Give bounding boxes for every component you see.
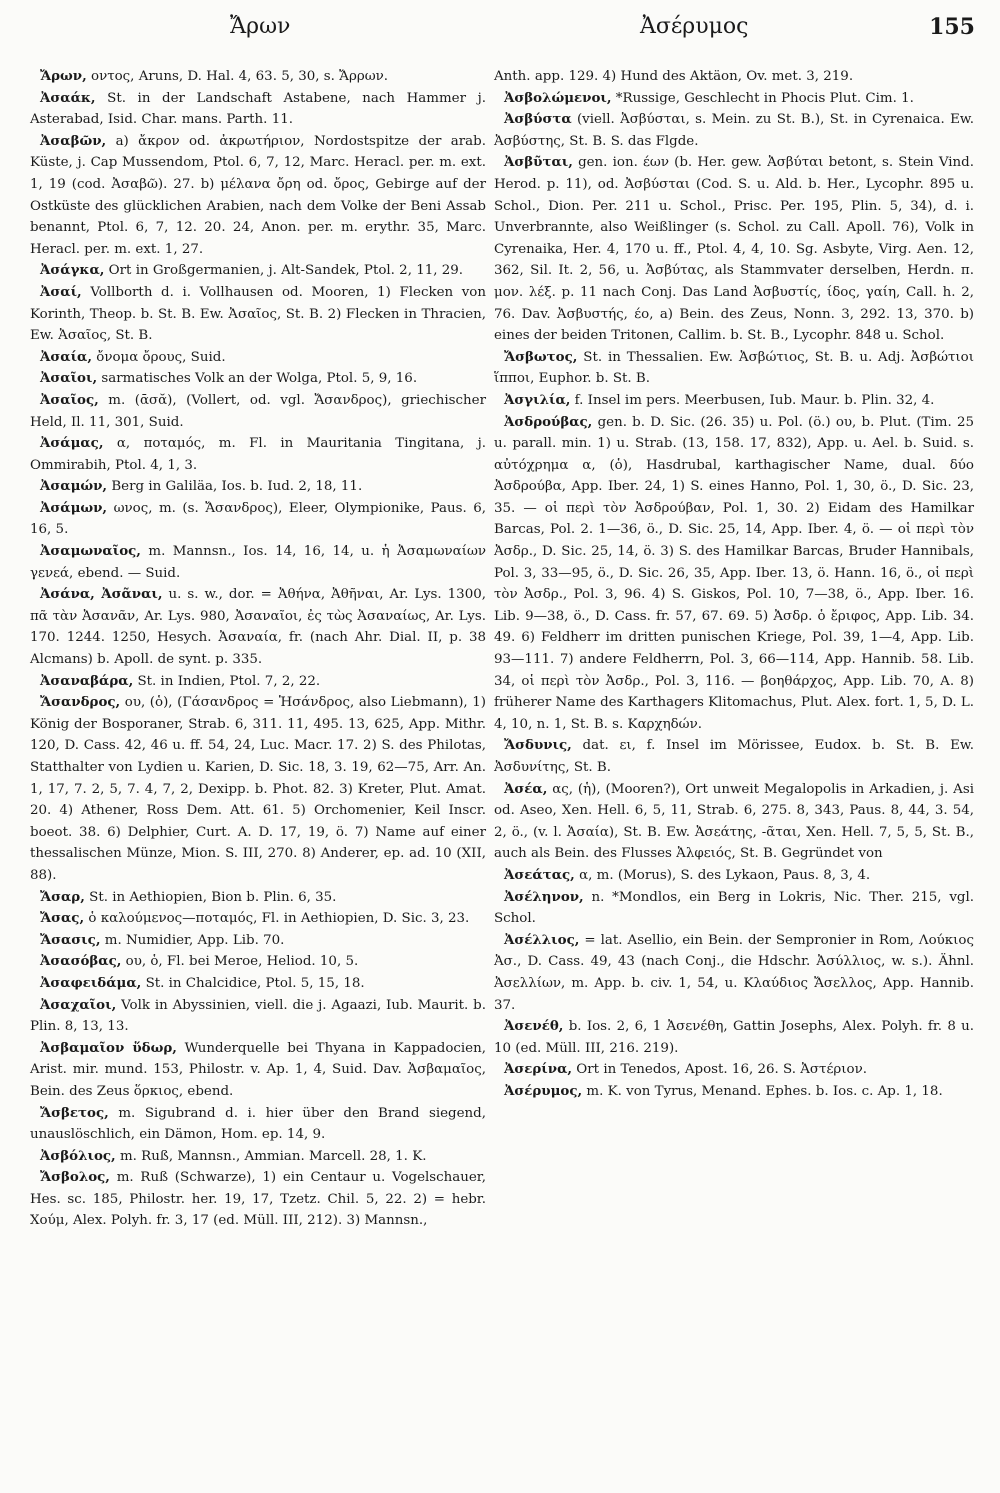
entry-body: m. Ruß (Schwarze), 1) ein Centaur u. Vogelschauer, Hes. sc. 185, Philostr. her. 19, 17, Tzetz. Chil. 5, 22. 2) = hebr. Χούμ, Alex. Polyh. fr. 3, 17 (ed. Müll. III, 212). 3) Mannsn., bbox=[30, 1170, 486, 1229]
entry-headword: Ἀσαία, bbox=[40, 348, 93, 365]
dictionary-entry bbox=[494, 930, 974, 1016]
dictionary-entry bbox=[30, 131, 486, 261]
dictionary-entry bbox=[30, 887, 486, 909]
entry-headword: Ἀσαῖος, bbox=[40, 391, 99, 408]
entry-body: α, m. (Morus), S. des Lykaon, Paus. 8, 3, 4. bbox=[574, 867, 871, 883]
entry-headword: Ἀσερίνα, bbox=[504, 1061, 573, 1078]
left-column bbox=[30, 66, 486, 1232]
entry-headword: Ἄσβολος, bbox=[40, 1169, 110, 1186]
dictionary-entry bbox=[494, 1059, 974, 1081]
running-header bbox=[30, 14, 975, 48]
entry-headword: Ἀσενέθ, bbox=[504, 1018, 564, 1035]
entry-body: α, ποταμός, m. Fl. in Mauritania Tingitana, j. Ommirabih, Ptol. 4, 1, 3. bbox=[30, 436, 486, 473]
entry-headword: Ἀσάνα, Ἀσᾶναι, bbox=[40, 586, 163, 603]
entry-headword: Ἀσγιλία, bbox=[504, 391, 571, 408]
entry-body: m. Mannsn., Ios. 14, 16, 14, u. ἡ Ἀσαμωναίων γενεά, ebend. — Suid. bbox=[30, 544, 486, 581]
dictionary-entry bbox=[30, 498, 486, 541]
dictionary-entry bbox=[30, 282, 486, 347]
dictionary-entry bbox=[30, 1167, 486, 1232]
entry-body: gen. ion. έων (b. Her. gew. Ἀσβύται betont, s. Stein Vind. Herod. p. 11), od. Ἀσβύσται (Cod. S. u. Ald. b. Her., Lycophr. 895 u. Schol., Dion. Per. 211 u. Schol., Prisc. Per. 195, Plin. 5, 34), d. i. Unverbrannte, also Weißlinger (s. Schol. zu Call. Apoll. 76), Volk in Cyrenaika, Her. 4, 170 u. ff., Ptol. 4, 4, 10. Sg. Asbyte, Virg. Aen. 12, 362, Sil. It. 2, 56, u. Ἀσβύτας, als Stammvater derselben, Herdn. π. μον. λέξ. p. 11 nach Conj. Das Land Ἀσβυστίς, ίδος, γαίη, Call. h. 2, 76. Dav. Ἀσβυστής, έο, a) Bein. des Zeus, Nonn. 3, 292. 13, 370. b) eines der beiden Tritonen, Callim. b. St. B., Lycophr. 848 u. Schol. bbox=[494, 155, 974, 344]
entry-body: ὄνομα ὄρους, Suid. bbox=[92, 349, 226, 365]
dictionary-entry bbox=[494, 109, 974, 152]
entry-body: ου, (ὁ), (Γάσανδρος = Ἡσάνδρος, also Liebmann), 1) König der Bosporaner, Strab. 6, 311. 11, 495. 13, 625, App. Mithr. 120, D. Cass. 42, 46 u. ff. 54, 24, Luc. Macr. 17. 2) S. des Philotas, Statthalter von Lydien u. Karien, D. Sic. 18, 3. 19, 62—75, Arr. An. 1, 17, 7. 2, 5, 7. 4, 7, 2, Dexipp. b. Phot. 82. 3) Kreter, Plut. Amat. 20. 4) Athener, Ross Dem. Att. 61. 5) Orchomenier, Keil Inscr. boeot. 38. 6) Delphier, Curt. A. D. 17, 19, ö. 7) Name auf einer thessalischen Münze, Mion. S. III, 270. 8) Anderer, ep. ad. 10 (XII, 88). bbox=[30, 695, 486, 883]
dictionary-entry bbox=[30, 476, 486, 498]
entry-body: Anth. app. 129. 4) Hund des Aktäon, Ov. met. 3, 219. bbox=[494, 69, 854, 84]
entry-headword: Ἀσαμωναῖος, bbox=[40, 543, 141, 560]
dictionary-entry bbox=[494, 347, 974, 390]
dictionary-entry bbox=[30, 347, 486, 369]
entry-headword: Ἀσαί, bbox=[40, 283, 82, 300]
header-first-word: Ἄρων bbox=[230, 14, 291, 39]
entry-headword: Ἄσβετος, bbox=[40, 1104, 109, 1121]
entry-headword: Ἀσαβῶν, bbox=[40, 132, 107, 149]
right-column bbox=[494, 66, 974, 1103]
dictionary-entry bbox=[494, 66, 974, 88]
entry-headword: Ἀσαάκ, bbox=[40, 89, 96, 106]
entry-body: St. in Thessalien. Ew. Ἀσβώτιος, St. B. u. Adj. Ἀσβώτιοι ἵπποι, Euphor. b. St. B. bbox=[494, 349, 974, 387]
entry-headword: Ἀσέληνον, bbox=[504, 888, 584, 905]
dictionary-entry bbox=[494, 412, 974, 736]
entry-headword: Ἀσαναβάρα, bbox=[40, 672, 134, 689]
dictionary-entry bbox=[30, 908, 486, 930]
dictionary-entry bbox=[30, 88, 486, 131]
entry-body: St. in Aethiopien, Bion b. Plin. 6, 35. bbox=[84, 889, 337, 905]
entry-headword: Ἀσδρούβας, bbox=[504, 413, 593, 430]
entry-headword: Ἀσβῦται, bbox=[504, 154, 573, 171]
entry-headword: Ἀσάμων, bbox=[40, 499, 108, 516]
entry-headword: Ἀσέλλιος, bbox=[504, 931, 580, 948]
entry-body: sarmatisches Volk an der Wolga, Ptol. 5, 9, 16. bbox=[97, 371, 418, 387]
entry-headword: Ἄσασις, bbox=[40, 931, 101, 948]
entry-headword: Ἀσασόβας, bbox=[40, 953, 122, 970]
dictionary-entry bbox=[30, 951, 486, 973]
dictionary-entry bbox=[494, 390, 974, 412]
entry-body: n. *Mondlos, ein Berg in Lokris, Nic. Ther. 215, vgl. Schol. bbox=[494, 889, 974, 927]
entry-headword: Ἀσέα, bbox=[504, 780, 548, 797]
entry-body: m. K. von Tyrus, Menand. Ephes. b. Ios. c. Ap. 1, 18. bbox=[582, 1083, 943, 1099]
entry-body: Wunderquelle bei Thyana in Kappadocien, Arist. mir. mund. 153, Philostr. v. Ap. 1, 4, Suid. Dav. Ἀσβαμαῖος, Bein. des Zeus ὅρκιος, ebend. bbox=[30, 1040, 486, 1099]
entry-body: Volk in Abyssinien, viell. die j. Agaazi, Iub. Maurit. b. Plin. 8, 13, 13. bbox=[30, 997, 486, 1035]
entry-headword: Ἀσαχαῖοι, bbox=[40, 996, 117, 1013]
entry-headword: Ἄσβωτος, bbox=[504, 348, 578, 365]
dictionary-entry bbox=[494, 779, 974, 865]
entry-headword: Ἀσβόλιος, bbox=[40, 1147, 116, 1164]
entry-body: m. (ᾱσᾰ), (Vollert, od. vgl. Ἄσανδρος), griechischer Held, Il. 11, 301, Suid. bbox=[30, 392, 486, 430]
dictionary-entry bbox=[30, 973, 486, 995]
entry-body: u. s. w., dor. = Ἀθήνα, Ἀθῆναι, Ar. Lys. 1300, πᾶ τὰν Ἀσανᾶν, Ar. Lys. 980, Ἀσαναῖοι, ἐς τὼς Ἀσαναίως, Ar. Lys. 170. 1244. 1250, Hesych. Ἀσαναία, fr. (nach Ahr. Dial. II, p. 38 Alcmans) b. Apoll. de synt. p. 335. bbox=[30, 587, 486, 668]
entry-body: b. Ios. 2, 6, 1 Ἀσενέθη, Gattin Josephs, Alex. Polyh. fr. 8 u. 10 (ed. Müll. III, 216. 219). bbox=[494, 1019, 974, 1056]
dictionary-entry bbox=[30, 433, 486, 476]
dictionary-entry bbox=[30, 260, 486, 282]
entry-body: dat. ει, f. Insel im Mörissee, Eudox. b. St. B. Ew. Ἀσδυνίτης, St. B. bbox=[494, 738, 974, 775]
dictionary-entry bbox=[30, 1038, 486, 1103]
dictionary-entry bbox=[494, 1081, 974, 1103]
entry-body: (viell. Ἀσβύσται, s. Mein. zu St. B.), St. in Cyrenaica. Ew. Ἀσβύστης, St. B. S. das Flgde. bbox=[494, 112, 974, 149]
entry-body: ωνος, m. (s. Ἄσανδρος), Eleer, Olympionike, Paus. 6, 16, 5. bbox=[30, 500, 486, 538]
dictionary-entry bbox=[30, 584, 486, 670]
entry-body: *Russige, Geschlecht in Phocis Plut. Cim. 1. bbox=[611, 90, 914, 106]
entry-headword: Ἄσαρ, bbox=[40, 888, 85, 905]
dictionary-entry bbox=[30, 541, 486, 584]
entry-headword: Ἀσαῖοι, bbox=[40, 370, 98, 387]
entry-body: Ort in Großgermanien, j. Alt-Sandek, Ptol. 2, 11, 29. bbox=[104, 263, 464, 279]
entry-body: ου, ὁ, Fl. bei Meroe, Heliod. 10, 5. bbox=[121, 954, 359, 970]
dictionary-entry bbox=[494, 152, 974, 346]
dictionary-entry bbox=[494, 88, 974, 110]
dictionary-entry bbox=[494, 865, 974, 887]
entry-headword: Ἀσαμών, bbox=[40, 478, 108, 495]
dictionary-entry bbox=[30, 390, 486, 433]
header-last-word: Ἀσέρυμος bbox=[640, 14, 749, 39]
entry-headword: Ἄρων, bbox=[40, 68, 87, 84]
entry-body: Vollborth d. i. Vollhausen od. Mooren, 1) Flecken von Korinth, Theop. b. St. B. Ew. Ἀσαῖος, St. B. 2) Flecken in Thracien, Ew. Ἀσαῖος, St. B. bbox=[30, 284, 486, 344]
entry-body: St. in Chalcidice, Ptol. 5, 15, 18. bbox=[141, 975, 365, 991]
entry-body: f. Insel im pers. Meerbusen, Iub. Maur. b. Plin. 32, 4. bbox=[570, 392, 935, 408]
page-number: 155 bbox=[929, 14, 975, 40]
entry-body: St. in Indien, Ptol. 7, 2, 22. bbox=[133, 673, 321, 689]
entry-body: = lat. Asellio, ein Bein. der Sempronier in Rom, Λούκιος Ἀσ., D. Cass. 49, 43 (nach Conj., die Hdschr. Ἀσύλλιος, w. s.). Ähnl. Ἀσελλίων, m. App. b. civ. 1, 54, u. Κλαύδιος Ἄσελλος, App. Hannib. 37. bbox=[494, 932, 974, 1013]
dictionary-entry bbox=[30, 368, 486, 390]
dictionary-entry bbox=[30, 1103, 486, 1146]
dictionary-entry bbox=[494, 1016, 974, 1059]
dictionary-entry bbox=[30, 692, 486, 886]
dictionary-entry bbox=[30, 1146, 486, 1168]
entry-headword: Ἀσβύστα bbox=[504, 111, 572, 128]
dictionary-entry bbox=[30, 66, 486, 88]
dictionary-entry bbox=[494, 887, 974, 930]
entry-headword: Ἀσέρυμος, bbox=[504, 1082, 583, 1099]
entry-headword: Ἀσβαμαῖον ὕδωρ, bbox=[40, 1039, 177, 1056]
entry-headword: Ἀσεάτας, bbox=[504, 866, 575, 883]
entry-body: St. in der Landschaft Astabene, nach Hammer j. Asterabad, Isid. Char. mans. Parth. 11. bbox=[30, 90, 486, 128]
entry-body: a) ἄκρον od. ἀκρωτήριον, Nordostspitze der arab. Küste, j. Cap Mussendom, Ptol. 6, 7, 12, Marc. Heracl. per. m. ext. 1, 19 (cod. Ἀσαβῶ). 27. b) μέλανα ὄρη od. ὄρος, Gebirge auf der Ostküste des glücklichen Arabien, nach dem Volke der Beni Assab benannt, Ptol. 6, 7, 12. 20. 24, Anon. per. m. erythr. 35, Marc. Heracl. per. m. ext. 1, 27. bbox=[30, 133, 486, 257]
entry-headword: Ἀσάμας, bbox=[40, 435, 104, 452]
entry-headword: Ἄσδυνις, bbox=[504, 737, 572, 754]
entry-body: οντος, Aruns, D. Hal. 4, 63. 5, 30, s. Ἄρρων. bbox=[86, 69, 389, 84]
dictionary-entry bbox=[30, 995, 486, 1038]
entry-headword: Ἀσβολώμενοι, bbox=[504, 89, 612, 106]
dictionary-entry bbox=[30, 930, 486, 952]
entry-body: m. Sigubrand d. i. hier über den Brand siegend, unauslöschlich, ein Dämon, Hom. ep. 14, 9. bbox=[30, 1105, 486, 1143]
entry-headword: Ἀσαφειδάμα, bbox=[40, 974, 142, 991]
entry-body: m. Ruß, Mannsn., Ammian. Marcell. 28, 1. K. bbox=[115, 1148, 427, 1164]
entry-body: m. Numidier, App. Lib. 70. bbox=[100, 932, 285, 948]
entry-headword: Ἄσας, bbox=[40, 910, 85, 927]
entry-body: Ort in Tenedos, Apost. 16, 26. S. Ἀστέριον. bbox=[572, 1062, 867, 1078]
dictionary-entry bbox=[494, 735, 974, 778]
entry-body: ὁ καλούμενος—ποταμός, Fl. in Aethiopien, D. Sic. 3, 23. bbox=[84, 911, 470, 927]
entry-headword: Ἀσάγκα, bbox=[40, 262, 105, 279]
entry-body: ας, (ἡ), (Mooren?), Ort unweit Megalopolis in Arkadien, j. Asi od. Aseo, Xen. Hell. 6, 5, 11, Strab. 6, 275. 8, 343, Paus. 8, 44, 3. 54, 2, ö., (v. l. Ἀσαία), St. B. Ew. Ἀσεάτης, -ᾶται, Xen. Hell. 7, 5, 5, St. B., auch als Bein. des Flusses Ἀλφειός, St. B. Gegründet von bbox=[494, 781, 974, 862]
entry-body: Berg in Galiläa, Ios. b. Iud. 2, 18, 11. bbox=[107, 479, 363, 495]
entry-headword: Ἄσανδρος, bbox=[40, 694, 121, 711]
dictionary-entry bbox=[30, 671, 486, 693]
entry-body: gen. b. D. Sic. (26. 35) u. Pol. (ö.) ου, b. Plut. (Tim. 25 u. parall. min. 1) u. Strab. (13, 158. 17, 832), App. u. Ael. b. Suid. s. αὐτόχρημα α, (ὁ), Hasdrubal, karthagischer Name, dual. δύο Ἀσδρούβα, App. Iber. 24, 1) S. eines Hanno, Pol. 1, 30, ö., D. Sic. 23, 35. — οἱ περὶ τὸν Ἀσδρούβαν, Pol. 1, 30. 2) Eidam des Hamilkar Barcas, Pol. 2. 1—36, ö., D. Sic. 25, 14, App. Iber. 4, ö. — οἱ περὶ τὸν Ἀσδρ., D. Sic. 25, 14, ö. 3) S. des Hamilkar Barcas, Bruder Hannibals, Pol. 3, 33—95, ö., D. Sic. 26, 35, App. Iber. 13, ö. Hann. 16, ö., οἱ περὶ τὸν Ἀσδρ., Pol. 3, 96. 4) S. Giskos, Pol. 10, 7—38, ö., App. Iber. 16. Lib. 9—38, ö., D. Cass. fr. 57, 67. 69. 5) Ἀσδρ. ὁ ἔριφος, App. Lib. 34. 49. 6) Feldherr im dritten punischen Kriege, Pol. 39, 1—4, App. Lib. 93—111. 7) andere Feldherrn, Pol. 3, 66—114, App. Hannib. 58. Lib. 34, οἱ περὶ τὸν Ἀσδρ., Pol. 3, 116. — βοηθάρχος, App. Lib. 70, A. 8) früherer Name des Karthagers Klitomachus, Plut. Alex. fort. 1, 5, D. L. 4, 10, n. 1, St. B. s. Καρχηδών. bbox=[494, 414, 974, 732]
